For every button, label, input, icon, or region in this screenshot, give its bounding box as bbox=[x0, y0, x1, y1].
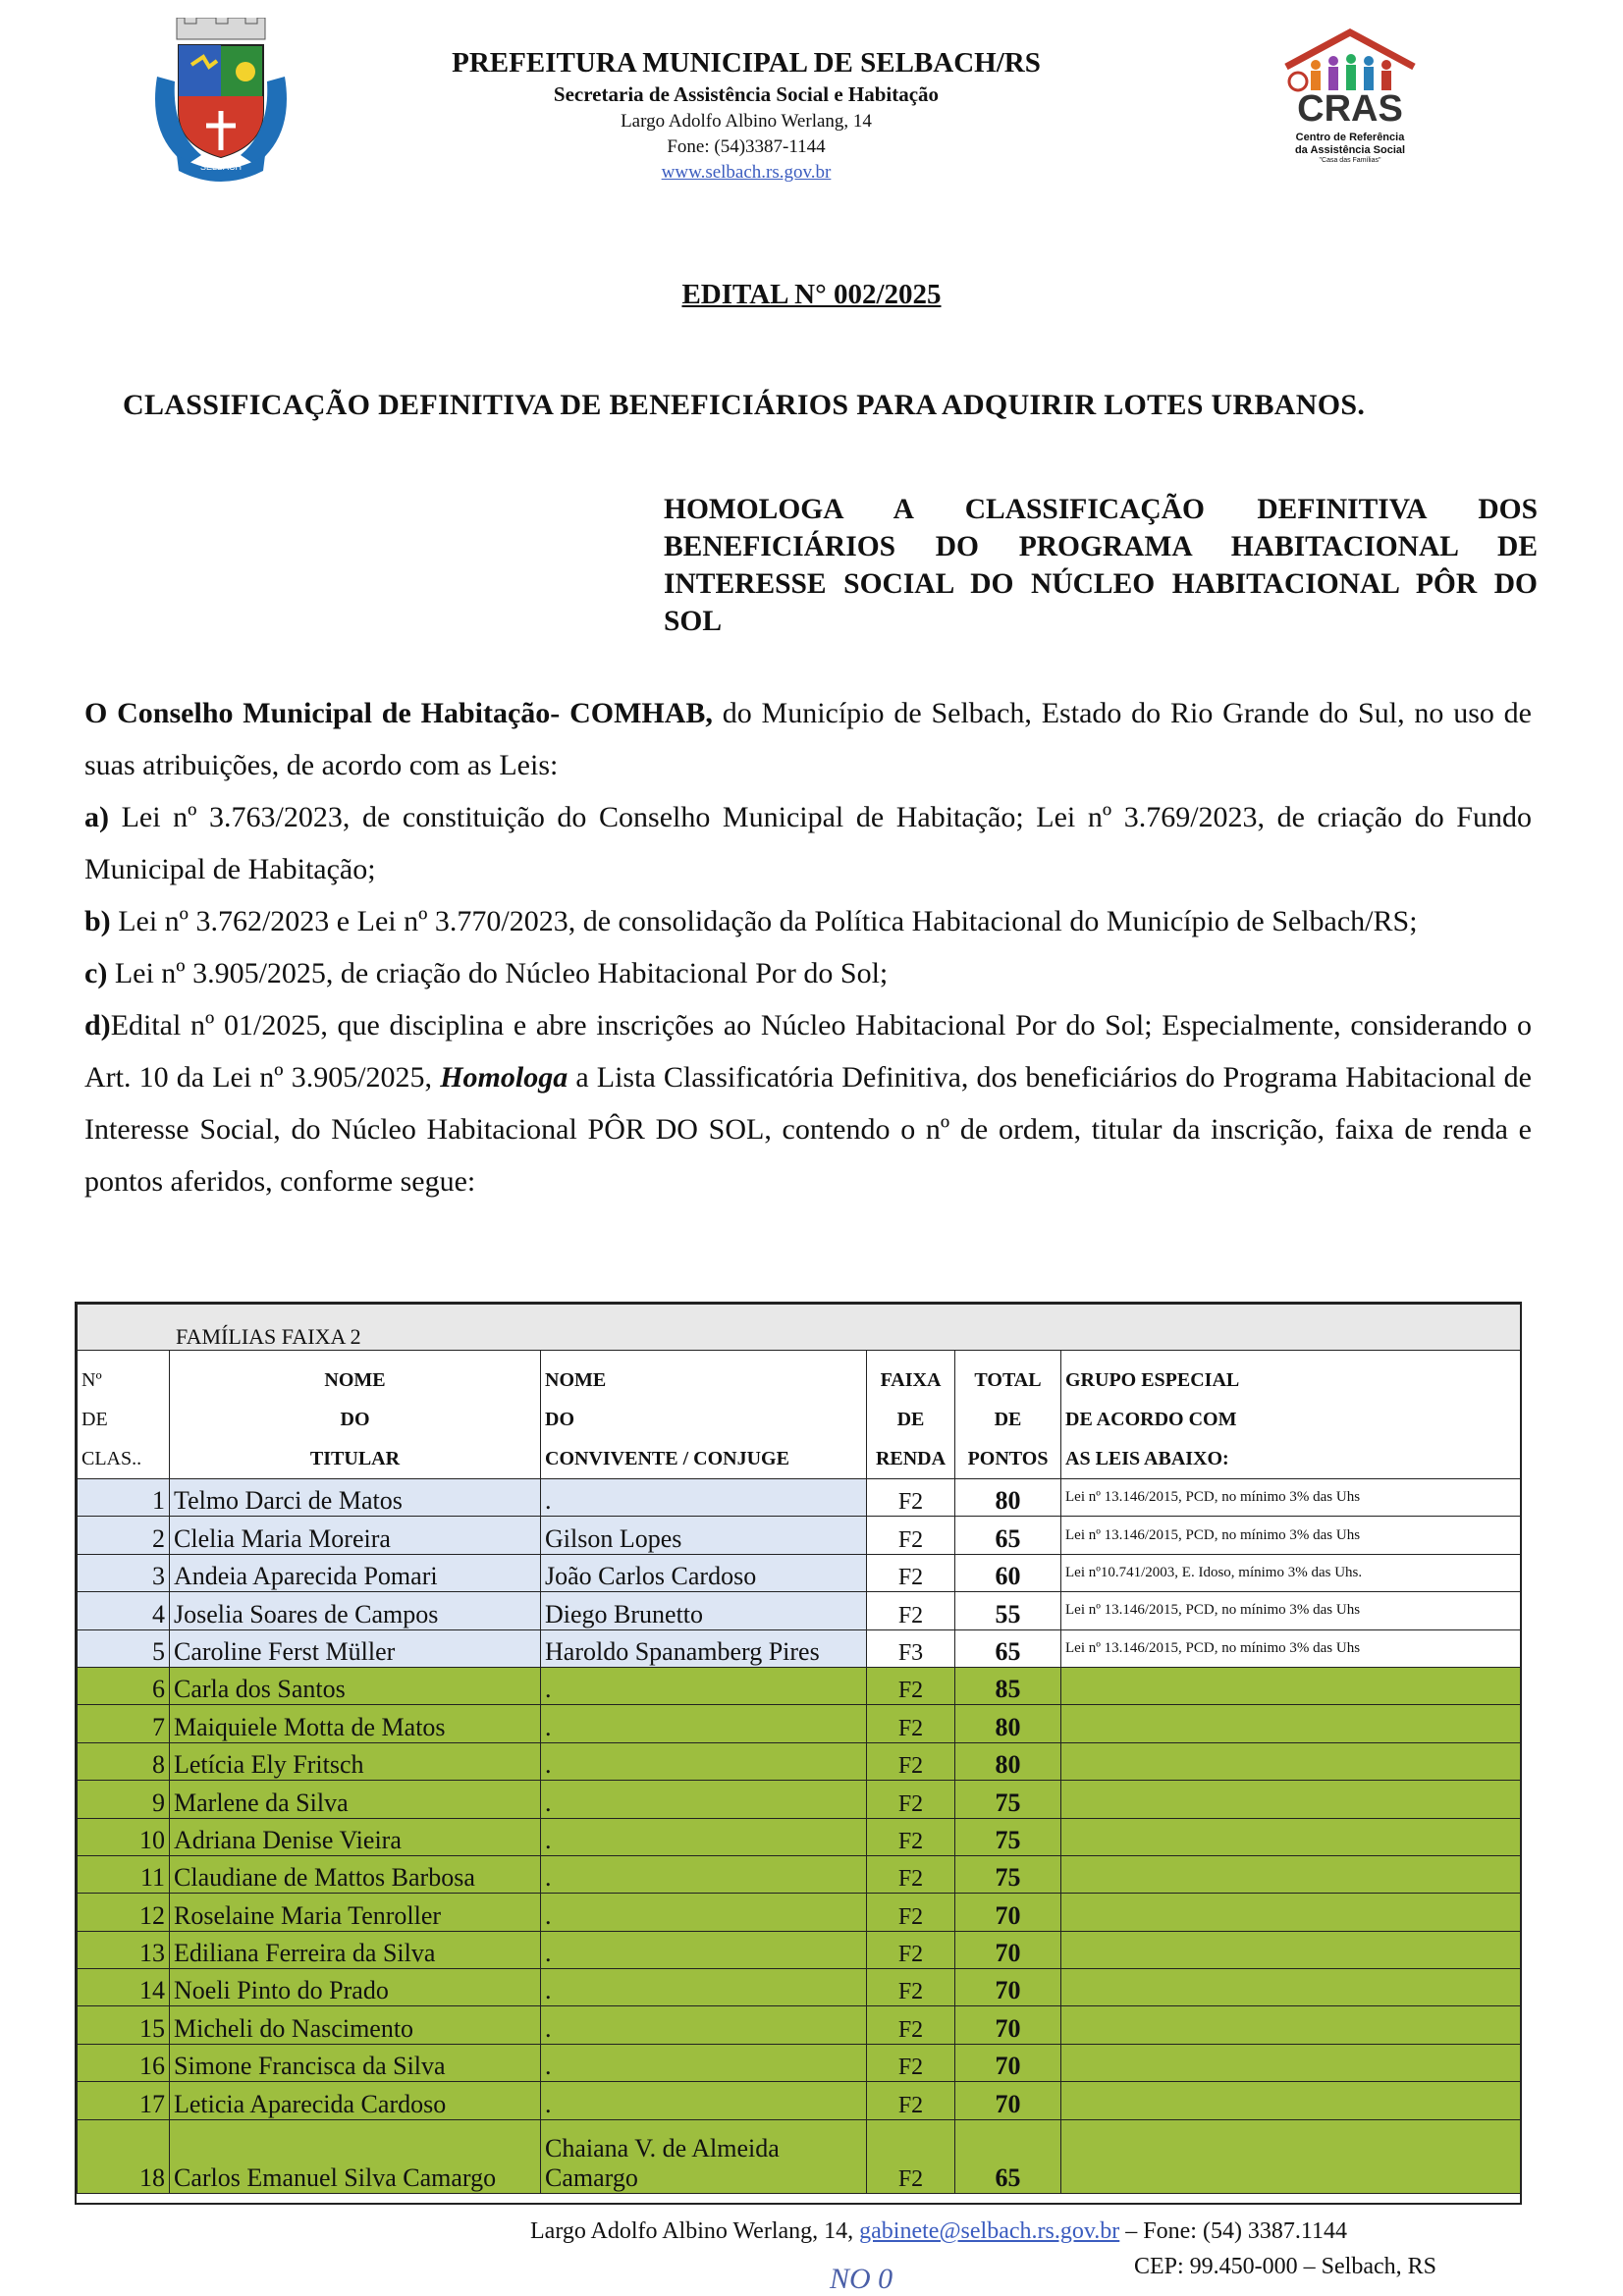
row-faixa: F2 bbox=[867, 2082, 955, 2119]
table-row bbox=[78, 1705, 1521, 1742]
row-grupo bbox=[1061, 1818, 1521, 1855]
row-faixa: F2 bbox=[867, 1479, 955, 1517]
row-number: 7 bbox=[78, 1705, 170, 1742]
row-convivente-name: . bbox=[541, 1479, 867, 1517]
cras-title: CRAS bbox=[1297, 88, 1403, 130]
col-header-faixa-l2: DE bbox=[896, 1409, 925, 1430]
item-b-text: Lei nº 3.762/2023 e Lei nº 3.770/2023, de consolidação da Política Habitacional do Município de Selbach/RS; bbox=[110, 905, 1418, 937]
table-row bbox=[78, 1742, 1521, 1780]
row-number: 1 bbox=[78, 1479, 170, 1517]
table-row bbox=[78, 1894, 1521, 1931]
table-row bbox=[78, 1517, 1521, 1554]
row-pontos: 65 bbox=[955, 2119, 1061, 2193]
row-titular-name: Joselia Soares de Campos bbox=[170, 1592, 541, 1629]
row-convivente-name: . bbox=[541, 1818, 867, 1855]
row-faixa: F2 bbox=[867, 1931, 955, 1968]
document-body bbox=[84, 687, 1532, 1207]
item-c-label: c) bbox=[84, 957, 108, 989]
row-convivente-name: Diego Brunetto bbox=[541, 1592, 867, 1629]
cras-logo bbox=[1276, 27, 1424, 175]
col-header-number-l2: DE bbox=[81, 1409, 108, 1430]
row-number: 12 bbox=[78, 1894, 170, 1931]
item-d-text: Edital nº 01/2025, que disciplina e abre inscrições ao Núcleo Habitacional Por do Sol; Especialmente, considerando o Art. 10 da Lei nº 3.905/2025, bbox=[84, 1009, 1532, 1094]
header-url-link[interactable]: www.selbach.rs.gov.br bbox=[661, 162, 832, 183]
row-titular-name: Ediliana Ferreira da Silva bbox=[170, 1931, 541, 1968]
table-row bbox=[78, 1818, 1521, 1855]
col-header-titular-l1: NOME bbox=[324, 1369, 386, 1391]
cras-subtitle-1: Centro de Referência bbox=[1295, 132, 1405, 143]
row-number: 2 bbox=[78, 1517, 170, 1554]
row-titular-name: Andeia Aparecida Pomari bbox=[170, 1554, 541, 1591]
item-d-homologa: Homologa bbox=[440, 1061, 568, 1094]
row-number: 9 bbox=[78, 1781, 170, 1818]
row-number: 15 bbox=[78, 2006, 170, 2044]
table-row bbox=[78, 1969, 1521, 2006]
row-number: 6 bbox=[78, 1667, 170, 1704]
row-faixa: F3 bbox=[867, 1629, 955, 1667]
row-faixa: F2 bbox=[867, 1554, 955, 1591]
row-faixa: F2 bbox=[867, 1969, 955, 2006]
row-grupo bbox=[1061, 1894, 1521, 1931]
col-header-convivente-l2: DO bbox=[545, 1409, 574, 1430]
row-convivente-name: . bbox=[541, 1667, 867, 1704]
row-titular-name: Maiquiele Motta de Matos bbox=[170, 1705, 541, 1742]
beneficiaries-table bbox=[77, 1304, 1521, 2194]
col-header-grupo-l2: DE ACORDO COM bbox=[1065, 1409, 1237, 1430]
row-pontos: 70 bbox=[955, 2082, 1061, 2119]
col-header-titular-l3: TITULAR bbox=[309, 1448, 401, 1469]
row-number: 18 bbox=[78, 2119, 170, 2193]
row-convivente-name: . bbox=[541, 2082, 867, 2119]
municipal-crest-logo bbox=[147, 18, 295, 185]
footer-address bbox=[530, 2218, 1347, 2245]
footer-email-link[interactable]: gabinete@selbach.rs.gov.br bbox=[859, 2218, 1120, 2244]
intro-text: do Município de Selbach, Estado do Rio Grande do Sul, no uso de suas atribuições, de acordo com as Leis: bbox=[84, 697, 1532, 781]
item-d-text-2: a Lista Classificatória Definitiva, dos beneficiários do Programa Habitacional de Interesse Social, do Núcleo Habitacional PÔR DO SOL, contendo o nº de ordem, titular da inscrição, faixa de renda e pontos aferidos, conforme segue: bbox=[84, 1061, 1532, 1198]
row-faixa: F2 bbox=[867, 1781, 955, 1818]
row-convivente-name: . bbox=[541, 2044, 867, 2081]
row-number: 4 bbox=[78, 1592, 170, 1629]
col-header-grupo-l1: GRUPO ESPECIAL bbox=[1065, 1369, 1240, 1391]
table-row bbox=[78, 1479, 1521, 1517]
row-grupo bbox=[1061, 2006, 1521, 2044]
row-titular-name: Carla dos Santos bbox=[170, 1667, 541, 1704]
row-titular-name: Micheli do Nascimento bbox=[170, 2006, 541, 2044]
row-pontos: 75 bbox=[955, 1855, 1061, 1893]
item-a bbox=[84, 791, 1532, 895]
row-grupo bbox=[1061, 1781, 1521, 1818]
row-pontos: 75 bbox=[955, 1781, 1061, 1818]
row-titular-name: Clelia Maria Moreira bbox=[170, 1517, 541, 1554]
col-header-titular-l2: DO bbox=[340, 1409, 370, 1430]
header-address: Largo Adolfo Albino Werlang, 14 bbox=[621, 111, 872, 132]
row-faixa: F2 bbox=[867, 2044, 955, 2081]
row-grupo bbox=[1061, 1742, 1521, 1780]
row-convivente-name: . bbox=[541, 1855, 867, 1893]
row-convivente-name: . bbox=[541, 1781, 867, 1818]
row-faixa: F2 bbox=[867, 1667, 955, 1704]
row-pontos: 65 bbox=[955, 1517, 1061, 1554]
col-header-convivente-l1: NOME bbox=[545, 1369, 607, 1391]
row-number: 14 bbox=[78, 1969, 170, 2006]
item-a-text: Lei nº 3.763/2023, de constituição do Conselho Municipal de Habitação; Lei nº 3.769/2023, de criação do Fundo Municipal de Habitação; bbox=[84, 801, 1532, 885]
cras-subtitle-2: da Assistência Social bbox=[1294, 144, 1406, 156]
row-convivente-name: . bbox=[541, 1969, 867, 2006]
council-name: O Conselho Municipal de Habitação- COMHAB, bbox=[84, 697, 713, 729]
row-number: 10 bbox=[78, 1818, 170, 1855]
row-pontos: 70 bbox=[955, 1969, 1061, 2006]
row-grupo bbox=[1061, 2044, 1521, 2081]
row-pontos: 65 bbox=[955, 1629, 1061, 1667]
row-titular-name: Carlos Emanuel Silva Camargo bbox=[170, 2119, 541, 2193]
col-header-faixa-l1: FAIXA bbox=[880, 1369, 942, 1391]
row-pontos: 60 bbox=[955, 1554, 1061, 1591]
row-pontos: 80 bbox=[955, 1479, 1061, 1517]
item-d bbox=[84, 999, 1532, 1207]
col-header-number-l3: CLAS.. bbox=[81, 1448, 142, 1469]
item-a-label: a) bbox=[84, 801, 109, 833]
row-grupo: Lei nº 13.146/2015, PCD, no mínimo 3% das Uhs bbox=[1061, 1479, 1521, 1517]
table-row bbox=[78, 1629, 1521, 1667]
item-b bbox=[84, 895, 1532, 947]
row-faixa: F2 bbox=[867, 2006, 955, 2044]
cras-subtitle-3: "Casa das Famílias" bbox=[1319, 157, 1381, 164]
row-convivente-name: Gilson Lopes bbox=[541, 1517, 867, 1554]
row-number: 3 bbox=[78, 1554, 170, 1591]
row-faixa: F2 bbox=[867, 1592, 955, 1629]
col-header-convivente-l3: CONVIVENTE / CONJUGE bbox=[545, 1448, 789, 1469]
table-row bbox=[78, 2082, 1521, 2119]
footer-phone: – Fone: (54) 3387.1144 bbox=[1119, 2218, 1348, 2244]
homologa-statement: HOMOLOGA A CLASSIFICAÇÃO DEFINITIVA DOS BENEFICIÁRIOS DO PROGRAMA HABITACIONAL DE INTERESSE SOCIAL DO NÚCLEO HABITACIONAL PÔR DO SOL bbox=[664, 494, 1538, 637]
row-faixa: F2 bbox=[867, 1742, 955, 1780]
row-number: 16 bbox=[78, 2044, 170, 2081]
row-titular-name: Telmo Darci de Matos bbox=[170, 1479, 541, 1517]
row-grupo bbox=[1061, 1667, 1521, 1704]
row-convivente-name: João Carlos Cardoso bbox=[541, 1554, 867, 1591]
crest-label: SELBACH bbox=[199, 162, 243, 172]
row-titular-name: Caroline Ferst Müller bbox=[170, 1629, 541, 1667]
table-row bbox=[78, 1554, 1521, 1591]
col-header-total-l3: PONTOS bbox=[967, 1448, 1049, 1469]
row-pontos: 70 bbox=[955, 1931, 1061, 1968]
row-pontos: 70 bbox=[955, 2044, 1061, 2081]
item-d-label: d) bbox=[84, 1009, 111, 1041]
row-pontos: 75 bbox=[955, 1818, 1061, 1855]
row-convivente-name: . bbox=[541, 1931, 867, 1968]
row-convivente-name: . bbox=[541, 2006, 867, 2044]
row-pontos: 70 bbox=[955, 1894, 1061, 1931]
col-header-grupo-l3: AS LEIS ABAIXO: bbox=[1065, 1448, 1229, 1469]
row-titular-name: Letícia Ely Fritsch bbox=[170, 1742, 541, 1780]
row-faixa: F2 bbox=[867, 1894, 955, 1931]
item-b-label: b) bbox=[84, 905, 111, 937]
beneficiaries-table-container bbox=[75, 1302, 1522, 2205]
row-number: 5 bbox=[78, 1629, 170, 1667]
row-titular-name: Leticia Aparecida Cardoso bbox=[170, 2082, 541, 2119]
row-grupo bbox=[1061, 1931, 1521, 1968]
header-phone: Fone: (54)3387-1144 bbox=[667, 136, 826, 157]
row-titular-name: Marlene da Silva bbox=[170, 1781, 541, 1818]
row-pontos: 55 bbox=[955, 1592, 1061, 1629]
col-header-number-l1: Nº bbox=[81, 1369, 102, 1391]
footer-address-text: Largo Adolfo Albino Werlang, 14, bbox=[530, 2218, 860, 2244]
row-pontos: 80 bbox=[955, 1742, 1061, 1780]
row-grupo bbox=[1061, 2119, 1521, 2193]
table-row bbox=[78, 2119, 1521, 2193]
row-pontos: 85 bbox=[955, 1667, 1061, 1704]
header-title: PREFEITURA MUNICIPAL DE SELBACH/RS bbox=[452, 47, 1041, 79]
row-titular-name: Roselaine Maria Tenroller bbox=[170, 1894, 541, 1931]
col-header-grupo bbox=[1061, 1351, 1521, 1479]
row-titular-name: Noeli Pinto do Prado bbox=[170, 1969, 541, 2006]
row-titular-name: Simone Francisca da Silva bbox=[170, 2044, 541, 2081]
col-header-total-l2: DE bbox=[994, 1409, 1022, 1430]
row-grupo bbox=[1061, 1969, 1521, 2006]
row-grupo: Lei nº 13.146/2015, PCD, no mínimo 3% das Uhs bbox=[1061, 1592, 1521, 1629]
edital-title: EDITAL N° 002/2025 bbox=[681, 279, 942, 310]
row-number: 8 bbox=[78, 1742, 170, 1780]
row-number: 11 bbox=[78, 1855, 170, 1893]
row-convivente-name: . bbox=[541, 1894, 867, 1931]
row-grupo: Lei nº 13.146/2015, PCD, no mínimo 3% das Uhs bbox=[1061, 1629, 1521, 1667]
row-convivente-name: Chaiana V. de Almeida Camargo bbox=[541, 2119, 867, 2193]
row-number: 13 bbox=[78, 1931, 170, 1968]
col-header-number bbox=[78, 1351, 170, 1479]
row-pontos: 70 bbox=[955, 2006, 1061, 2044]
row-grupo: Lei nº10.741/2003, E. Idoso, mínimo 3% das Uhs. bbox=[1061, 1554, 1521, 1591]
col-header-total-l1: TOTAL bbox=[974, 1369, 1042, 1391]
col-header-faixa-l3: RENDA bbox=[875, 1448, 947, 1469]
table-row bbox=[78, 1931, 1521, 1968]
row-grupo bbox=[1061, 2082, 1521, 2119]
row-faixa: F2 bbox=[867, 1818, 955, 1855]
table-header-row bbox=[78, 1351, 1521, 1479]
row-grupo bbox=[1061, 1855, 1521, 1893]
table-row bbox=[78, 1855, 1521, 1893]
row-convivente-name: . bbox=[541, 1742, 867, 1780]
row-grupo bbox=[1061, 1705, 1521, 1742]
row-faixa: F2 bbox=[867, 1705, 955, 1742]
document-subject: CLASSIFICAÇÃO DEFINITIVA DE BENEFICIÁRIOS PARA ADQUIRIR LOTES URBANOS. bbox=[123, 389, 1366, 421]
row-titular-name: Adriana Denise Vieira bbox=[170, 1818, 541, 1855]
row-pontos: 80 bbox=[955, 1705, 1061, 1742]
row-convivente-name: Haroldo Spanamberg Pires bbox=[541, 1629, 867, 1667]
table-row bbox=[78, 1667, 1521, 1704]
footer-cep: CEP: 99.450-000 – Selbach, RS bbox=[1134, 2254, 1437, 2279]
row-grupo: Lei nº 13.146/2015, PCD, no mínimo 3% das Uhs bbox=[1061, 1517, 1521, 1554]
table-row bbox=[78, 2006, 1521, 2044]
row-faixa: F2 bbox=[867, 1517, 955, 1554]
row-number: 17 bbox=[78, 2082, 170, 2119]
header-subtitle: Secretaria de Assistência Social e Habitação bbox=[553, 82, 940, 106]
col-header-convivente bbox=[541, 1351, 867, 1479]
intro-paragraph bbox=[84, 687, 1532, 791]
col-header-faixa bbox=[867, 1351, 955, 1479]
table-caption: FAMÍLIAS FAIXA 2 bbox=[78, 1305, 1521, 1351]
handwritten-mark: NO 0 bbox=[830, 2263, 893, 2295]
table-row bbox=[78, 1592, 1521, 1629]
row-faixa: F2 bbox=[867, 2119, 955, 2193]
col-header-titular bbox=[170, 1351, 541, 1479]
item-c-text: Lei nº 3.905/2025, de criação do Núcleo Habitacional Por do Sol; bbox=[107, 957, 889, 989]
table-row bbox=[78, 2044, 1521, 2081]
col-header-total bbox=[955, 1351, 1061, 1479]
item-c bbox=[84, 947, 1532, 999]
table-row bbox=[78, 1781, 1521, 1818]
row-titular-name: Claudiane de Mattos Barbosa bbox=[170, 1855, 541, 1893]
row-convivente-name: . bbox=[541, 1705, 867, 1742]
row-faixa: F2 bbox=[867, 1855, 955, 1893]
